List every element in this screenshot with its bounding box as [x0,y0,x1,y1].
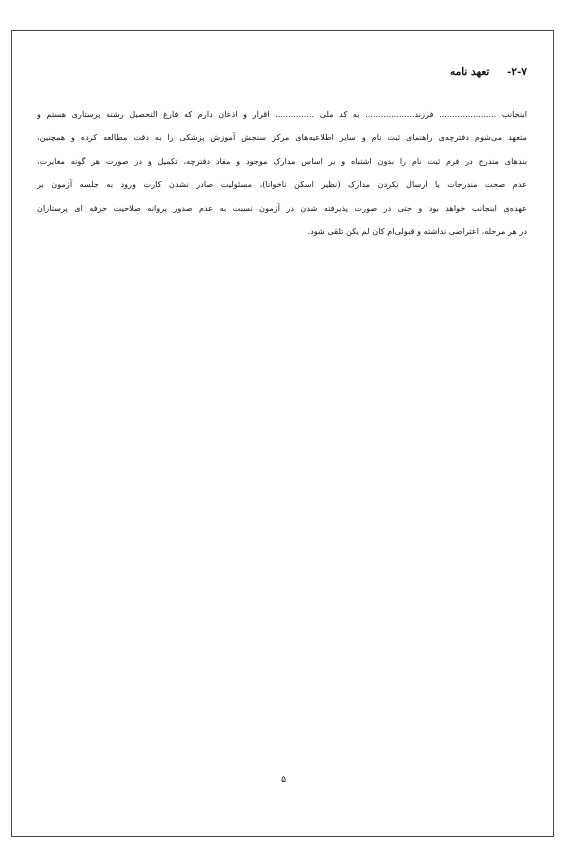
section-number: ۲-۷- [507,66,527,78]
paragraph-line: متعهد می‌شوم دفترچه‌ی راهنمای ثبت نام و سایر اطلاعیه‌های مرکز سنجش آموزش پزشکی را به دقت مطالعه کرده و همچنین، [37,132,527,143]
section-title: تعهد نامه [449,66,490,78]
section-heading [450,66,527,78]
paragraph-line: عهده‌ی اینجانب خواهد بود و حتی در صورت پذیرفته شدن در آزمون نسبت به عدم صدور پروانه صلاحیت حرفه ای پرستاران [37,202,527,213]
paragraph-line: در هر مرحله، اعتراضی نداشته و قبولی‌ام کان لم یکن تلقی شود. [307,225,527,236]
page-number: ۵ [281,775,286,785]
paragraph-line: عدم صحت مندرجات یا ارسال نکردن مدارک (نظیر اسکن ناخوانا)، مسئولیت صادر نشدن کارت ورود به جلسه آزمون بر [37,179,527,190]
paragraph-line: اینجانب ...................... فرزند................... به کد ملی ............... اقرار و اذعان دارم که فارغ التحصیل رشته پرستاری هستم و [37,109,527,119]
paragraph-line: بندهای مندرج در فرم ثبت نام را بدون اشتباه و بر اساس مدارک موجود و مفاد دفترچه، تکمیل و در صورت هر گونه مغایرت، [37,155,527,166]
commitment-paragraph [37,103,527,243]
